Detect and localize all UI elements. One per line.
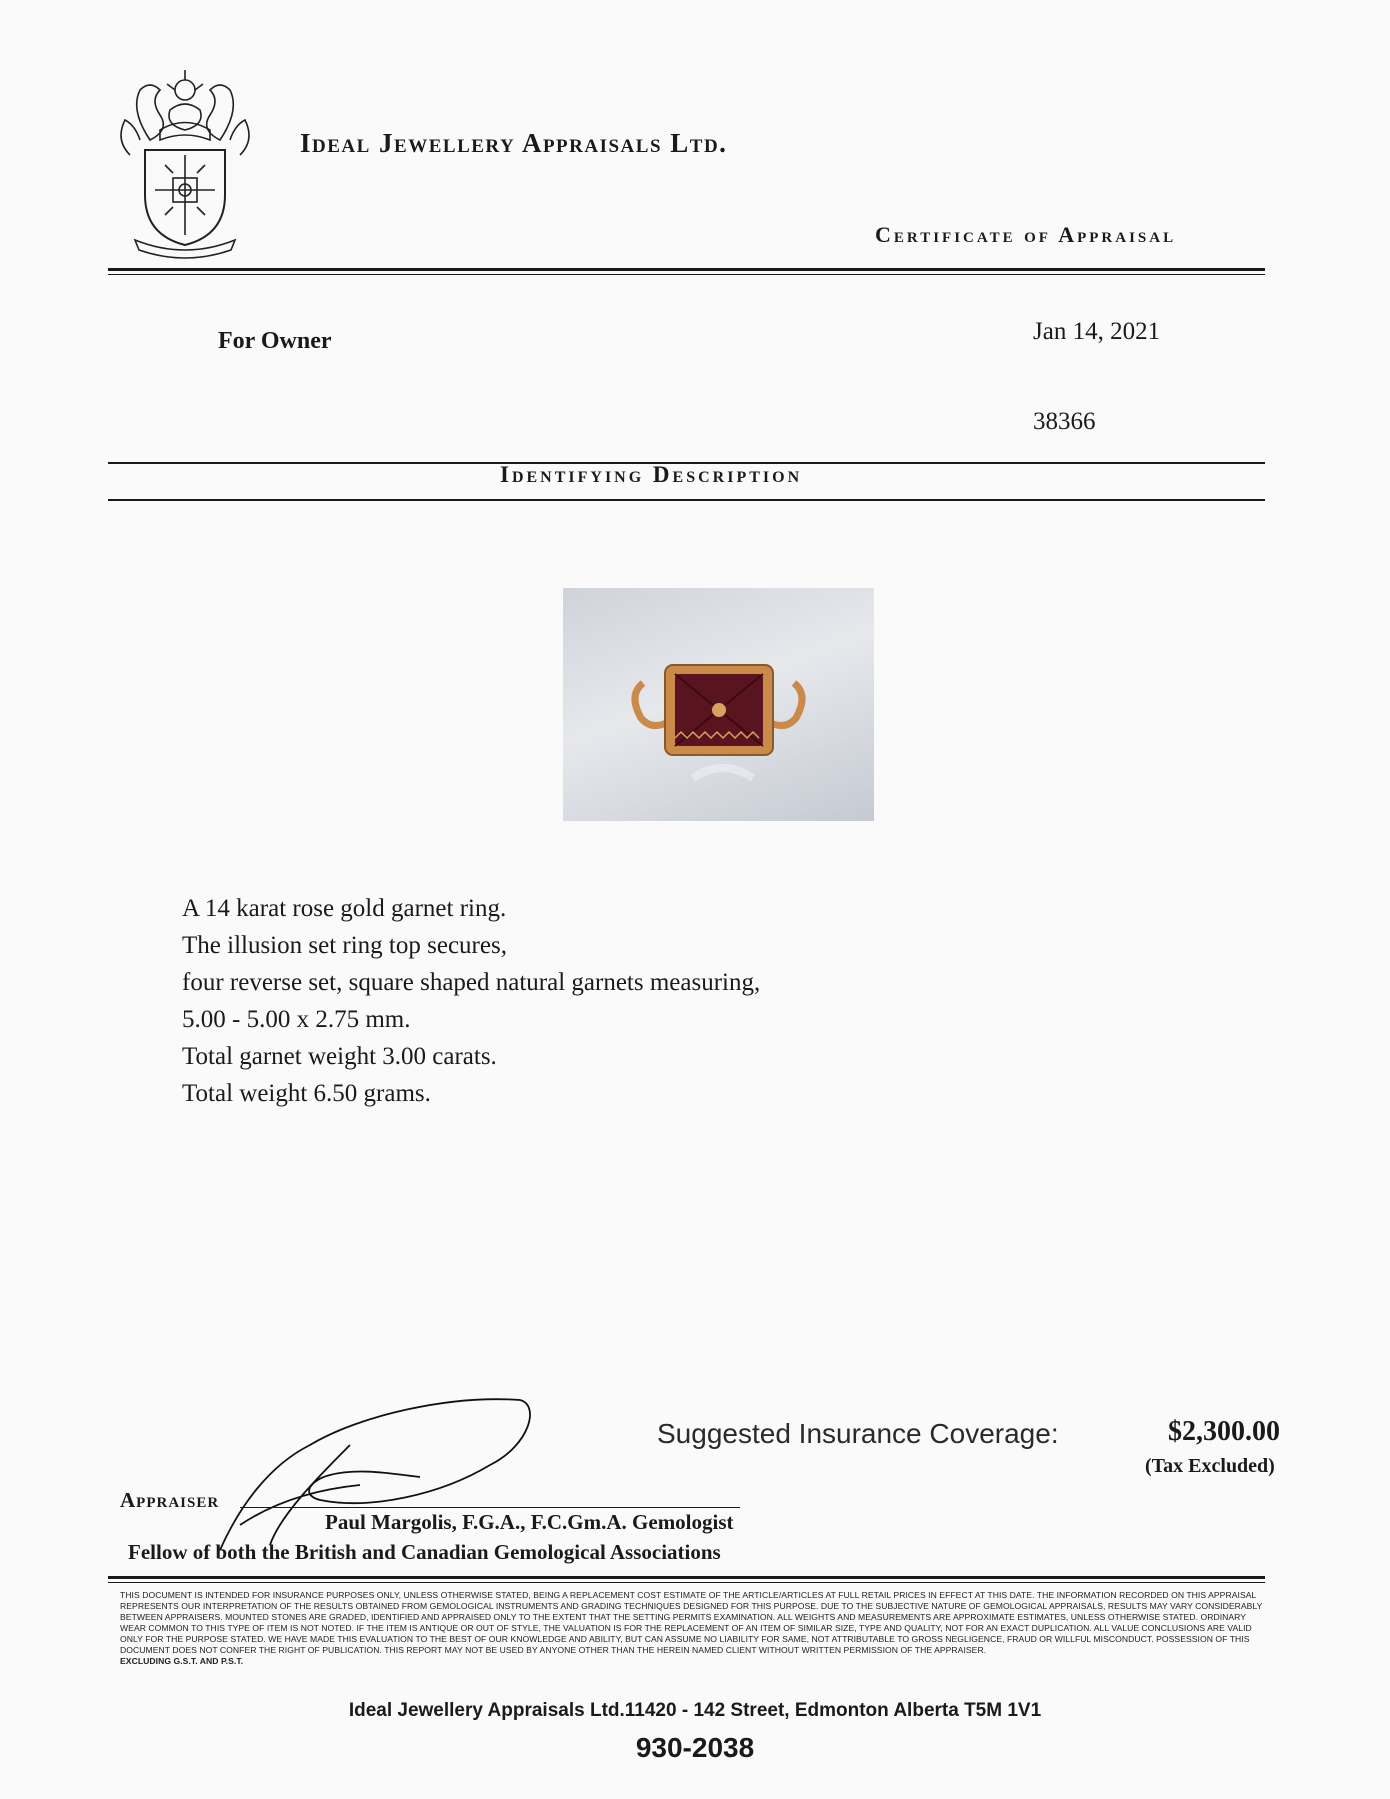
footer-rule-top bbox=[108, 1576, 1265, 1579]
disclaimer-text: THIS DOCUMENT IS INTENDED FOR INSURANCE PURPOSES ONLY, UNLESS OTHERWISE STATED, BEING A REPLACEMENT COST ESTIMATE OF THE ARTICLE/ARTICLES AT FULL RETAIL PRICES IN EFFECT AT THIS DATE. THE INFORMATION RECORDED ON THIS APPRAISAL REPRESENTS OUR INTERPRETATION OF THE RESULTS OBTAINED FROM GEMOLOGICAL INSTRUMENTS AND GRADING TECHNIQUES DESIGNED FOR THIS PURPOSE. DUE TO THE SUBJECTIVE NATURE OF GEMOLOGICAL APPRAISALS, RESULTS MAY VARY CONSIDERABLY BETWEEN APPRAISERS. MOUNTED STONES ARE GRADED, IDENTIFIED AND APPRAISED ONLY TO THE EXTENT THAT THE SETTING PERMITS EXAMINATION. ALL WEIGHTS AND MEASUREMENTS ARE APPROXIMATE ESTIMATES, UNLESS OTHERWISE STATED. ORDINARY WEAR COMMON TO THIS TYPE OF ITEM IS NOT NOTED. IF THE ITEM IS ANTIQUE OR OUT OF STYLE, THE VALUATION IS FOR THE REPLACEMENT OF AN ITEM OF SIMILAR SIZE, TYPE AND QUALITY, NOT FOR AN EXACT DUPLICATION. ALL VALUE CONCLUSIONS ARE VALID ONLY FOR THE PURPOSE STATED. WE HAVE MADE THIS EVALUATION TO THE BEST OF OUR KNOWLEDGE AND ABILITY, BUT CAN ASSUME NO LIABILITY FOR SAME, NOT ATTRIBUTABLE TO GROSS NEGLIGENCE, FRAUD OR WILLFUL MISCONDUCT. POSSESSION OF THIS DOCUMENT DOES NOT CONFER THE RIGHT OF PUBLICATION. THIS REPORT MAY NOT BE USED BY ANYONE OTHER THAN THE HEREIN NAMED CLIENT WITHOUT WRITTEN PERMISSION OF THE APPRAISER. bbox=[120, 1590, 1263, 1655]
item-description bbox=[182, 890, 760, 1112]
appraiser-name: Paul Margolis, F.G.A., F.C.Gm.A. Gemologist bbox=[325, 1510, 734, 1534]
coat-of-arms-crest bbox=[105, 60, 265, 260]
tax-exclusion-note: EXCLUDING G.S.T. AND P.S.T. bbox=[120, 1656, 244, 1666]
footer-rule-bottom bbox=[108, 1582, 1265, 1583]
company-name: Ideal Jewellery Appraisals Ltd. bbox=[300, 128, 728, 158]
appraisal-date: Jan 14, 2021 bbox=[1033, 318, 1161, 345]
footer-address: Ideal Jewellery Appraisals Ltd.11420 - 142 Street, Edmonton Alberta T5M 1V1 bbox=[348, 1700, 1042, 1721]
ring-photo bbox=[563, 588, 874, 821]
tax-note: (Tax Excluded) bbox=[1145, 1455, 1275, 1477]
header-rule-top bbox=[108, 268, 1265, 271]
section-title: Identifying Description bbox=[500, 462, 803, 487]
description-line: The illusion set ring top secures, bbox=[182, 932, 507, 959]
description-line: 5.00 - 5.00 x 2.75 mm. bbox=[182, 1006, 411, 1033]
appraiser-label: Appraiser bbox=[120, 1488, 220, 1512]
description-line: Total garnet weight 3.00 carats. bbox=[182, 1043, 497, 1070]
disclaimer bbox=[120, 1590, 1270, 1667]
ring-illustration bbox=[563, 588, 874, 821]
signature-line bbox=[240, 1507, 740, 1508]
certificate-title: Certificate of Appraisal bbox=[875, 222, 1177, 247]
appraisal-number: 38366 bbox=[1033, 408, 1096, 435]
description-line: A 14 karat rose gold garnet ring. bbox=[182, 895, 507, 922]
description-line: Total weight 6.50 grams. bbox=[182, 1080, 431, 1107]
footer-phone: 930-2038 bbox=[635, 1732, 755, 1763]
description-line: four reverse set, square shaped natural garnets measuring, bbox=[182, 969, 761, 996]
appraiser-fellowship: Fellow of both the British and Canadian Gemological Associations bbox=[128, 1540, 721, 1564]
owner-label: For Owner bbox=[218, 328, 332, 354]
section-rule-bottom bbox=[108, 499, 1265, 501]
insurance-label: Suggested Insurance Coverage: bbox=[657, 1418, 1059, 1449]
header-rule-bottom bbox=[108, 274, 1265, 275]
insurance-value: $2,300.00 bbox=[1168, 1416, 1280, 1447]
